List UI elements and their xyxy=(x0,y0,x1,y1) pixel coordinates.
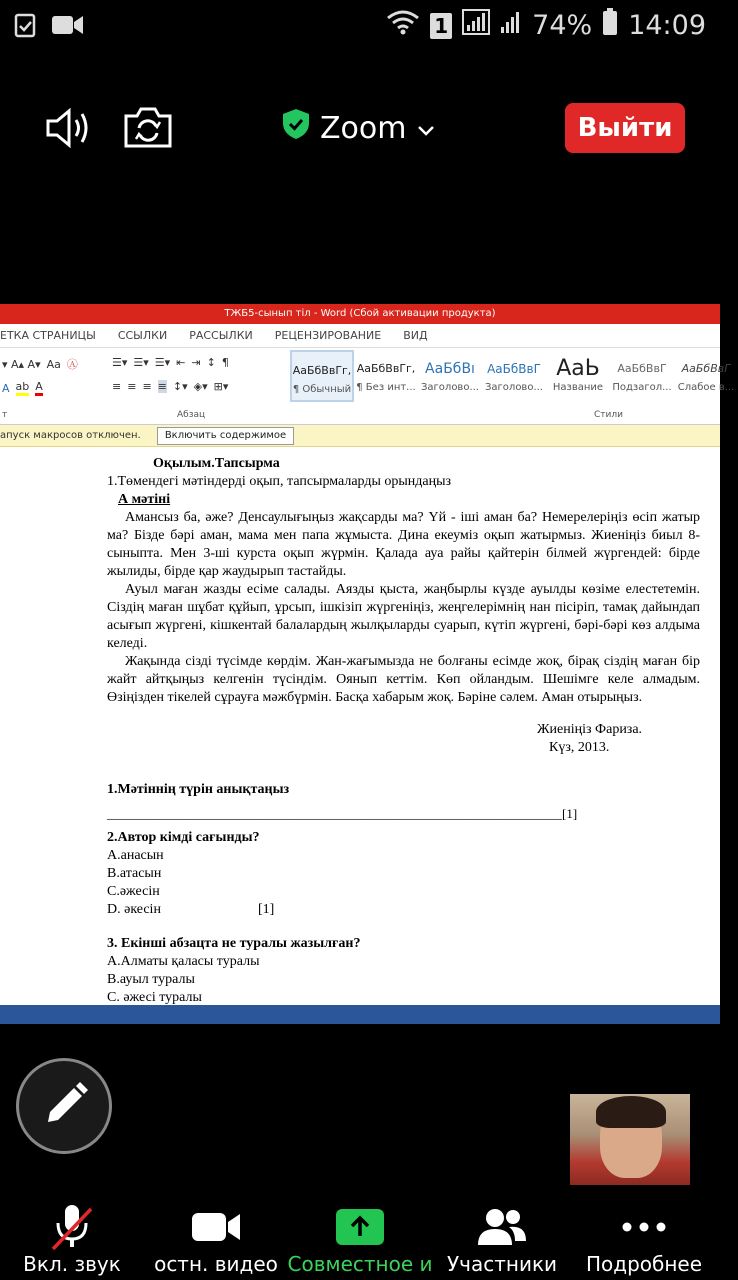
shield-check-icon xyxy=(282,108,310,148)
wifi-icon xyxy=(386,9,420,42)
windows-taskbar xyxy=(0,1005,720,1024)
ribbon xyxy=(0,348,735,425)
text-effect-icon[interactable]: A xyxy=(2,381,10,395)
paragraph-2: Ауыл маған жазды есіме салады. Аязды қыста, жаңбырлы күзде ауылды көзіме елестетемін. Сіздің маған шұбат құйып, ұрсып, ішкізіп жүргеніңіз, жеңгелерімнің нан пісіріп, тамақ дайындап асығып жүргені, кішкентай балалардың жылқыларды суарып, күтіп жүргені, бәрі-бәрі көз алдыма келеді. xyxy=(107,582,700,651)
align-right-icon[interactable]: ≡ xyxy=(142,380,152,393)
multilevel-icon[interactable]: ☰▾ xyxy=(154,356,171,369)
answer-line-1: ______________________________________________________________________[1] xyxy=(107,806,578,821)
q2-option-a: А.анасын xyxy=(107,848,164,863)
font-group-label: т xyxy=(2,410,8,420)
paragraph-3: Жақында сізді түсімде көрдім. Жан-жағымызда не болғаны есімде жоқ, бірақ сіздің маған бір жайт айтқыңыз келгенін түсіндім. Оянып кеттім. Көп ойландым. Шешімге келе алмадым. Өзіңізден тікелей сұрауға мәжбүрмін. Басқа хабарым жоқ. Бәріне сәлем. Аман отырыңыз. xyxy=(107,654,700,705)
font-row-1 xyxy=(2,356,78,372)
q2-mark: [1] xyxy=(258,902,275,917)
decrease-indent-icon[interactable]: ⇤ xyxy=(176,356,186,369)
question-1: 1.Мәтіннің түрін анықтаңыз xyxy=(107,782,290,797)
justify-icon[interactable]: ≡ xyxy=(157,380,167,393)
shading-icon[interactable]: ◈▾ xyxy=(193,380,208,393)
question-2: 2.Автор кімді сағынды? xyxy=(107,830,260,845)
speaker-icon[interactable] xyxy=(44,106,94,154)
doc-heading: Оқылым.Тапсырма xyxy=(153,456,280,471)
question-3: 3. Екінші абзацта не туралы жазылған? xyxy=(107,936,361,951)
change-case-button[interactable]: Аа xyxy=(46,357,61,371)
tab-review[interactable]: РЕЦЕНЗИРОВАНИЕ xyxy=(274,329,382,342)
letter-body xyxy=(107,509,700,707)
stop-video-button[interactable] xyxy=(144,1196,288,1280)
more-button[interactable] xyxy=(572,1196,716,1280)
participants-button[interactable] xyxy=(430,1196,574,1280)
q3-option-b: В.ауыл туралы xyxy=(107,972,195,987)
font-size-dropdown[interactable]: ▾ A▴ A▾ xyxy=(2,357,41,371)
font-color-icon[interactable]: A xyxy=(35,380,43,396)
tab-mailings[interactable]: РАССЫЛКИ xyxy=(189,329,253,342)
more-dots-icon xyxy=(572,1204,716,1250)
video-camera-icon xyxy=(52,14,84,40)
enable-content-button[interactable]: Включить содержимое xyxy=(157,427,294,445)
mic-muted-icon xyxy=(0,1204,144,1250)
paragraph-group-label: Абзац xyxy=(177,410,206,420)
clipboard-check-icon xyxy=(14,12,36,42)
participants-icon xyxy=(430,1204,574,1250)
status-bar xyxy=(0,0,720,52)
pilcrow-icon[interactable]: ¶ xyxy=(221,356,229,369)
leave-button[interactable]: Выйти xyxy=(565,103,685,153)
share-button[interactable] xyxy=(288,1196,432,1280)
tab-references[interactable]: ССЫЛКИ xyxy=(117,329,168,342)
tab-page-layout[interactable]: ЕТКА СТРАНИЦЫ xyxy=(0,329,96,342)
increase-indent-icon[interactable]: ⇥ xyxy=(191,356,201,369)
q2-option-b: В.атасын xyxy=(107,866,162,881)
participant-hair xyxy=(596,1096,666,1128)
font-row-2 xyxy=(2,380,43,396)
self-video-thumbnail[interactable] xyxy=(570,1094,690,1185)
share-arrow-icon xyxy=(288,1204,432,1250)
meeting-title: Zoom xyxy=(320,110,407,146)
borders-icon[interactable]: ⊞▾ xyxy=(213,380,229,393)
battery-percent: 74% xyxy=(532,10,593,41)
clear-format-icon[interactable]: Ⓐ xyxy=(66,358,78,371)
meeting-controls xyxy=(0,1196,720,1280)
style-normal[interactable]: АаБбВвГг, ¶ Обычный xyxy=(290,350,354,402)
signature: Жиеніңіз Фариза. xyxy=(537,722,643,737)
styles-group-label: Стили xyxy=(594,410,623,420)
unmute-button[interactable] xyxy=(0,1196,144,1280)
signal-icon xyxy=(462,9,490,42)
meeting-title-dropdown[interactable] xyxy=(282,108,436,148)
pencil-icon xyxy=(16,1058,112,1154)
share-label: Совместное и xyxy=(287,1252,433,1276)
style-heading-1[interactable]: АаБбВı Заголово... xyxy=(421,361,479,393)
numbering-icon[interactable]: ☰▾ xyxy=(133,356,149,369)
q2-option-c: С.әжесін xyxy=(107,884,160,899)
style-subtle-emphasis[interactable]: АаБбВвГ Слабое в... xyxy=(677,362,735,393)
highlight-icon[interactable]: ab xyxy=(16,380,30,396)
security-warning-bar xyxy=(0,425,720,447)
style-heading-2[interactable]: АаБбВвГ Заголово... xyxy=(485,362,543,393)
chevron-down-icon xyxy=(416,111,436,146)
ribbon-tabs xyxy=(0,324,720,348)
sort-icon[interactable]: ↕ xyxy=(206,356,216,369)
paragraph-row-2 xyxy=(112,380,228,393)
q3-option-c: С. әжесі туралы xyxy=(107,990,202,1005)
stop-video-label: остн. видео xyxy=(154,1252,278,1276)
paragraph-1: Амансыз ба, әже? Денсаулығыңыз жақсарды ма? Үй - іші аман ба? Немерелеріңіз өсіп жатыр ма? Бізде бәрі аман, мама мен папа жұмыста. Дина екеуміз оқып жатырмыз. Жиеніңіз биыл 8-сыныпта. Мен 3-ші курста оқып жүрмін. Қалада ауа райы қайтерін білмей жүргендей: бірде жылиды, бірде қар жаудырып тастайды. xyxy=(107,510,700,579)
style-subtitle[interactable]: АаБбВвГ Подзагол... xyxy=(612,362,672,393)
align-center-icon[interactable]: ≡ xyxy=(127,380,137,393)
bullets-icon[interactable]: ☰▾ xyxy=(112,356,128,369)
switch-camera-icon[interactable] xyxy=(122,104,174,154)
document-page xyxy=(0,449,720,1005)
line-spacing-icon[interactable]: ↕▾ xyxy=(172,380,188,393)
signal-2-icon xyxy=(500,9,522,42)
tab-view[interactable]: ВИД xyxy=(403,329,428,342)
letter-date: Күз, 2013. xyxy=(549,740,610,755)
q2-option-d: D. әкесін xyxy=(107,902,161,917)
text-title: А мәтіні xyxy=(118,492,171,507)
annotate-button[interactable] xyxy=(16,1058,112,1154)
word-title-bar: ТЖБ5-сынып тіл - Word (Сбой активации продукта) xyxy=(0,304,720,324)
macro-warning-text: апуск макросов отключен. xyxy=(0,430,141,441)
align-left-icon[interactable]: ≡ xyxy=(112,380,122,393)
styles-gallery xyxy=(290,350,738,402)
paragraph-row-1 xyxy=(112,356,229,369)
unmute-label: Вкл. звук xyxy=(23,1252,121,1276)
doc-instruction: 1.Төмендегі мәтіндерді оқып, тапсырмаларды орындаңыз xyxy=(107,474,452,489)
participants-label: Участники xyxy=(446,1252,558,1276)
clock: 14:09 xyxy=(628,10,706,41)
q3-option-a: А.Алматы қаласы туралы xyxy=(107,954,260,969)
meeting-top-bar xyxy=(0,96,720,162)
style-no-spacing[interactable]: АаБбВвГг, ¶ Без инт... xyxy=(356,362,416,393)
video-icon xyxy=(144,1204,288,1250)
shared-screen xyxy=(0,304,735,1024)
more-label: Подробнее xyxy=(585,1252,703,1276)
sim-badge: 1 xyxy=(430,13,452,39)
battery-icon xyxy=(602,8,618,43)
style-title[interactable]: АаЬ Название xyxy=(552,356,604,393)
